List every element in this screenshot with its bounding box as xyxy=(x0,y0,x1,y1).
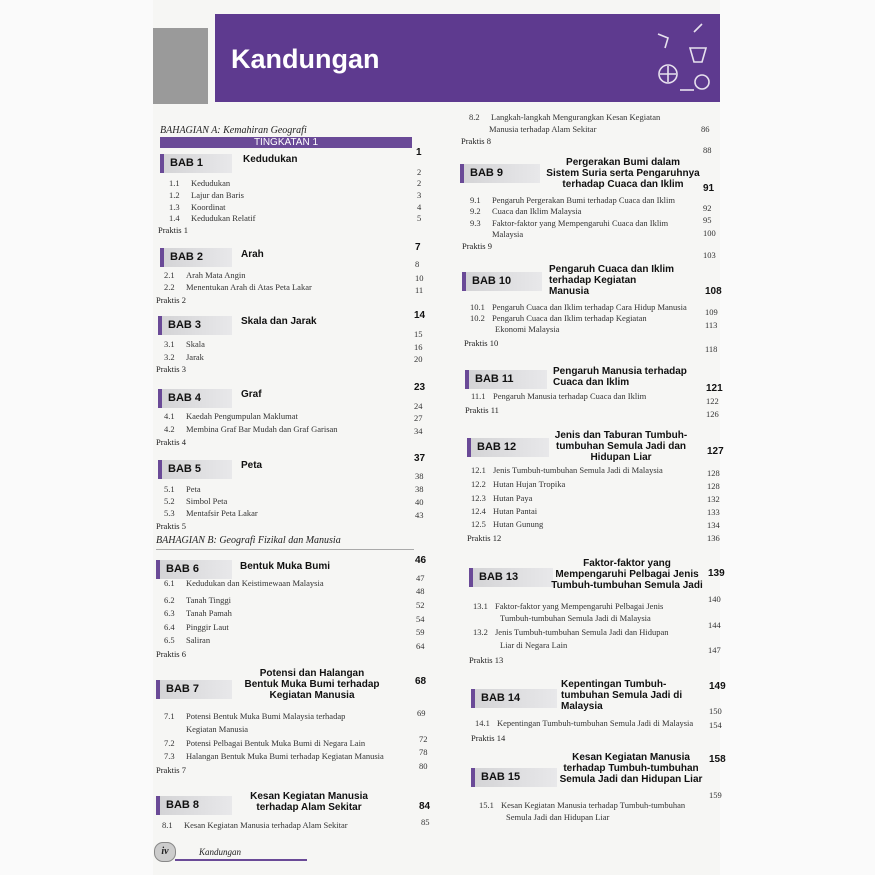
background-right xyxy=(720,0,875,875)
toc-page: 109 xyxy=(705,307,718,317)
praktis[interactable]: Praktis 8 xyxy=(461,136,491,146)
chapter-page: 108 xyxy=(705,286,722,297)
chapter-badge[interactable]: BAB 9 xyxy=(460,164,540,183)
praktis[interactable]: Praktis 11 xyxy=(465,405,499,415)
section-b-heading: BAHAGIAN B: Geografi Fizikal dan Manusia xyxy=(156,535,341,546)
toc-page: 128 xyxy=(707,468,720,478)
toc-item[interactable]: 7.2 Potensi Pelbagai Bentuk Muka Bumi di Negara Lain xyxy=(164,738,366,748)
toc-page: 2 xyxy=(417,178,422,188)
toc-item[interactable]: 9.2 Cuaca dan Iklim Malaysia xyxy=(470,206,582,216)
toc-item[interactable]: 13.1 Faktor-faktor yang Mempengaruhi Pelbagai Jenis xyxy=(473,601,664,611)
chapter-badge[interactable]: BAB 4 xyxy=(158,389,232,408)
page-title: Kandungan xyxy=(231,44,380,74)
toc-item[interactable]: 14.1 Kepentingan Tumbuh-tumbuhan Semula Jadi di Malaysia xyxy=(475,718,694,728)
toc-page: 154 xyxy=(709,720,722,730)
chapter-title[interactable]: Pengaruh Cuaca dan Iklim terhadap Kegiatan Manusia xyxy=(549,264,675,297)
toc-page: 147 xyxy=(708,645,721,655)
toc-page: 2 xyxy=(417,167,422,177)
toc-item[interactable]: 9.1 Pengaruh Pergerakan Bumi terhadap Cuaca dan Iklim xyxy=(470,195,676,205)
toc-page: 59 xyxy=(416,627,425,637)
praktis[interactable]: Praktis 12 xyxy=(467,533,502,543)
toc-page: 144 xyxy=(708,620,721,630)
toc-page: 48 xyxy=(416,586,425,596)
toc-page: 150 xyxy=(709,706,722,716)
toc-item[interactable]: 5.2 Simbol Peta xyxy=(164,496,228,506)
toc-item[interactable]: 1.4 Kedudukan Relatif xyxy=(169,213,256,223)
praktis[interactable]: Praktis 13 xyxy=(469,655,504,665)
toc-item-continued[interactable]: Manusia terhadap Alam Sekitar xyxy=(489,124,597,134)
chapter-title[interactable]: Kesan Kegiatan Manusia terhadap Tumbuh-tumbuhan Semula Jadi dan Hidupan Liar xyxy=(559,752,703,785)
toc-page: 122 xyxy=(706,396,719,406)
toc-item[interactable]: 4.1 Kaedah Pengumpulan Maklumat xyxy=(164,411,298,421)
chapter-badge[interactable]: BAB 14 xyxy=(471,689,557,708)
toc-page: 8 xyxy=(415,259,420,269)
toc-page: 136 xyxy=(707,533,720,543)
chapter-page: 158 xyxy=(709,754,726,765)
toc-item[interactable]: 12.1 Jenis Tumbuh-tumbuhan Semula Jadi di Malaysia xyxy=(471,465,663,475)
section-a-heading: BAHAGIAN A: Kemahiran Geografi xyxy=(160,125,307,136)
chapter-page: 37 xyxy=(414,453,426,464)
toc-page: 134 xyxy=(707,520,720,530)
chapter-badge[interactable]: BAB 10 xyxy=(462,272,542,291)
praktis[interactable]: Praktis 3 xyxy=(156,364,186,374)
toc-page: 103 xyxy=(703,250,716,260)
chapter-page: 139 xyxy=(708,568,725,579)
chapter-title[interactable]: Kesan Kegiatan Manusia terhadap Alam Sekitar xyxy=(250,791,368,813)
toc-item[interactable]: 12.2 Hutan Hujan Tropika xyxy=(471,479,566,489)
toc-page: 113 xyxy=(705,320,718,330)
toc-page: 4 xyxy=(417,202,422,212)
toc-item[interactable]: 10.2 Pengaruh Cuaca dan Iklim terhadap Kegiatan xyxy=(470,313,647,323)
praktis[interactable]: Praktis 14 xyxy=(471,733,506,743)
grey-tab xyxy=(153,28,208,104)
toc-item[interactable]: 2.1 Arah Mata Angin xyxy=(164,270,246,280)
chapter-title[interactable]: Bentuk Muka Bumi xyxy=(240,561,331,572)
toc-page: 38 xyxy=(415,484,424,494)
toc-item[interactable]: 11.1 Pengaruh Manusia terhadap Cuaca dan Iklim xyxy=(471,391,647,401)
toc-page: 3 xyxy=(417,190,422,200)
toc-page: 78 xyxy=(419,747,428,757)
chapter-title[interactable]: Graf xyxy=(241,389,262,400)
toc-item-continued[interactable]: Tumbuh-tumbuhan Semula Jadi di Malaysia xyxy=(500,613,651,623)
toc-item[interactable]: 15.1 Kesan Kegiatan Manusia terhadap Tumbuh-tumbuhan xyxy=(479,800,686,810)
toc-page: 15 xyxy=(414,329,423,339)
toc-item[interactable]: 12.3 Hutan Paya xyxy=(471,493,533,503)
toc-item[interactable]: 1.1 Kedudukan xyxy=(169,178,231,188)
toc-item-continued[interactable]: Malaysia xyxy=(492,229,524,239)
page-number: iv xyxy=(154,842,176,862)
praktis[interactable]: Praktis 7 xyxy=(156,765,186,775)
chapter-page: 68 xyxy=(415,676,427,687)
chapter-page: 127 xyxy=(707,446,724,457)
toc-page: 95 xyxy=(703,215,712,225)
chapter-page: 91 xyxy=(703,183,715,194)
book-page xyxy=(153,0,726,875)
chapter-title[interactable]: Jenis dan Taburan Tumbuh- tumbuhan Semula Jadi dan Hidupan Liar xyxy=(554,430,688,463)
toc-item[interactable]: 6.3 Tanah Pamah xyxy=(164,608,232,618)
chapter-title[interactable]: Kedudukan xyxy=(243,154,298,165)
tingkatan-bar: TINGKATAN 1 xyxy=(160,137,412,148)
toc-item[interactable]: 12.4 Hutan Pantai xyxy=(471,506,538,516)
toc-page: 140 xyxy=(708,594,721,604)
chapter-page: 84 xyxy=(419,801,431,812)
chapter-page: 121 xyxy=(706,383,723,394)
toc-item[interactable]: 8.1 Kesan Kegiatan Manusia terhadap Alam Sekitar xyxy=(162,820,348,830)
toc-page: 5 xyxy=(417,213,422,223)
chapter-badge[interactable]: BAB 12 xyxy=(467,438,549,457)
toc-page: 52 xyxy=(416,600,425,610)
toc-page: 34 xyxy=(414,426,423,436)
chapter-badge[interactable]: BAB 3 xyxy=(158,316,232,335)
toc-page: 54 xyxy=(416,614,425,624)
chapter-title[interactable]: Faktor-faktor yang Mempengaruhi Pelbagai Jenis Tumbuh-tumbuhan Semula Jadi xyxy=(551,558,703,591)
toc-item[interactable]: 9.3 Faktor-faktor yang Mempengaruhi Cuaca dan Iklim xyxy=(470,218,669,228)
toc-item-continued[interactable]: Kegiatan Manusia xyxy=(186,724,249,734)
toc-item[interactable]: 7.1 Potensi Bentuk Muka Bumi Malaysia terhadap xyxy=(164,711,346,721)
toc-item[interactable]: 6.4 Pinggir Laut xyxy=(164,622,229,632)
toc-page: 47 xyxy=(416,573,425,583)
chapter-badge[interactable]: BAB 7 xyxy=(156,680,232,699)
toc-page: 128 xyxy=(707,481,720,491)
toc-item[interactable]: 12.5 Hutan Gunung xyxy=(471,519,544,529)
toc-page: 118 xyxy=(705,344,718,354)
chapter-badge[interactable]: BAB 8 xyxy=(156,796,232,815)
toc-item[interactable]: 3.2 Jarak xyxy=(164,352,204,362)
toc-page: 80 xyxy=(419,761,428,771)
toc-page: 92 xyxy=(703,203,712,213)
toc-page: 27 xyxy=(414,413,423,423)
toc-page: 38 xyxy=(415,471,424,481)
toc-page: 88 xyxy=(703,145,712,155)
toc-page: 159 xyxy=(709,790,722,800)
chapter-badge[interactable]: BAB 11 xyxy=(465,370,547,389)
toc-item[interactable]: 13.2 Jenis Tumbuh-tumbuhan Semula Jadi dan Hidupan xyxy=(473,627,669,637)
toc-item[interactable]: 3.1 Skala xyxy=(164,339,205,349)
chapter-page: 149 xyxy=(709,681,726,692)
toc-page: 20 xyxy=(414,354,423,364)
toc-page: 86 xyxy=(701,124,710,134)
toc-page: 40 xyxy=(415,497,424,507)
toc-page: 16 xyxy=(414,342,423,352)
toc-page: 64 xyxy=(416,641,425,651)
toc-page: 10 xyxy=(415,273,424,283)
toc-item[interactable]: 1.2 Lajur dan Baris xyxy=(169,190,244,200)
chapter-badge[interactable]: BAB 1 xyxy=(160,154,232,173)
toc-item-continued[interactable]: Semula Jadi dan Hidupan Liar xyxy=(506,812,610,822)
science-doodle-icon xyxy=(650,14,720,102)
toc-page: 11 xyxy=(415,285,424,295)
background-left xyxy=(0,0,153,875)
toc-item-continued[interactable]: Liar di Negara Lain xyxy=(500,640,568,650)
chapter-title[interactable]: Skala dan Jarak xyxy=(241,316,317,327)
divider xyxy=(156,549,414,550)
praktis[interactable]: Praktis 9 xyxy=(462,241,492,251)
toc-page: 72 xyxy=(419,734,428,744)
toc-item[interactable]: 7.3 Halangan Bentuk Muka Bumi terhadap Kegiatan Manusia xyxy=(164,751,384,761)
toc-item[interactable]: 6.5 Saliran xyxy=(164,635,211,645)
chapter-page: 23 xyxy=(414,382,426,393)
praktis[interactable]: Praktis 2 xyxy=(156,295,186,305)
toc-item[interactable]: 8.2 Langkah-langkah Mengurangkan Kesan Kegiatan xyxy=(469,112,661,122)
toc-page: 24 xyxy=(414,401,423,411)
toc-page: 100 xyxy=(703,228,716,238)
toc-item[interactable]: 6.1 Kedudukan dan Keistimewaan Malaysia xyxy=(164,578,324,588)
praktis[interactable]: Praktis 6 xyxy=(156,649,186,659)
toc-item[interactable]: 1.3 Koordinat xyxy=(169,202,226,212)
praktis[interactable]: Praktis 4 xyxy=(156,437,186,447)
toc-page: 133 xyxy=(707,507,720,517)
toc-item[interactable]: 5.3 Mentafsir Peta Lakar xyxy=(164,508,258,518)
chapter-page: 7 xyxy=(415,242,421,253)
praktis[interactable]: Praktis 5 xyxy=(156,521,186,531)
toc-page: 85 xyxy=(421,817,430,827)
toc-item-continued[interactable]: Ekonomi Malaysia xyxy=(495,324,560,334)
footer-label: Kandungan xyxy=(199,847,242,857)
chapter-badge[interactable]: BAB 13 xyxy=(469,568,553,587)
chapter-badge[interactable]: BAB 15 xyxy=(471,768,557,787)
chapter-page: 1 xyxy=(416,147,422,158)
toc-item[interactable]: 5.1 Peta xyxy=(164,484,201,494)
chapter-title[interactable]: Pengaruh Manusia terhadap Cuaca dan Iklim xyxy=(553,366,687,388)
chapter-badge[interactable]: BAB 5 xyxy=(158,460,232,479)
chapter-title[interactable]: Potensi dan Halangan Bentuk Muka Bumi terhadap Kegiatan Manusia xyxy=(244,668,380,701)
toc-page: 43 xyxy=(415,510,424,520)
chapter-title[interactable]: Peta xyxy=(241,460,263,471)
toc-item[interactable]: 10.1 Pengaruh Cuaca dan Iklim terhadap Cara Hidup Manusia xyxy=(470,302,687,312)
chapter-page: 14 xyxy=(414,310,426,321)
footer-rule xyxy=(175,859,307,861)
chapter-page: 46 xyxy=(415,555,427,566)
toc-item[interactable]: 4.2 Membina Graf Bar Mudah dan Graf Garisan xyxy=(164,424,338,434)
praktis[interactable]: Praktis 1 xyxy=(158,225,188,235)
toc-page: 69 xyxy=(417,708,426,718)
chapter-badge[interactable]: BAB 6 xyxy=(156,560,232,579)
chapter-badge[interactable]: BAB 2 xyxy=(160,248,232,267)
toc-item[interactable]: 2.2 Menentukan Arah di Atas Peta Lakar xyxy=(164,282,312,292)
praktis[interactable]: Praktis 10 xyxy=(464,338,499,348)
chapter-title[interactable]: Arah xyxy=(241,249,264,260)
chapter-title[interactable]: Kepentingan Tumbuh- tumbuhan Semula Jadi di Malaysia xyxy=(561,679,683,712)
toc-item[interactable]: 6.2 Tanah Tinggi xyxy=(164,595,231,605)
toc-page: 132 xyxy=(707,494,720,504)
chapter-title[interactable]: Pergerakan Bumi dalam Sistem Suria serta Pengaruhnya terhadap Cuaca dan Iklim xyxy=(546,157,700,190)
toc-page: 126 xyxy=(706,409,719,419)
